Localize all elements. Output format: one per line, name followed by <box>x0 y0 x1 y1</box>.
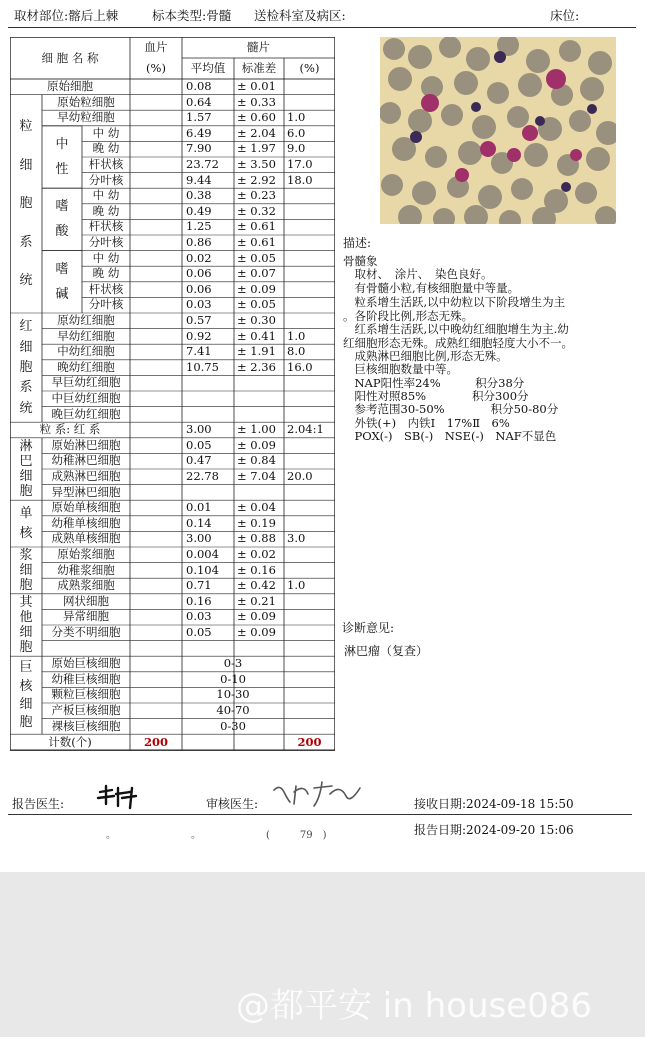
row-blood <box>130 609 182 625</box>
row-name: 异型淋巴细胞 <box>51 484 121 499</box>
description-line: 外铁(+) 内铁Ⅰ 17%Ⅱ 6% <box>343 416 510 430</box>
row-blood <box>130 453 182 469</box>
row-marrow <box>287 407 335 423</box>
row-marrow <box>287 375 335 391</box>
row-name: 网状细胞 <box>63 593 109 608</box>
header-sd: 标准差 <box>241 61 277 75</box>
report-date: 报告日期:2024-09-20 15:06 <box>414 823 574 837</box>
row-name: 原始单核细胞 <box>51 500 121 515</box>
row-name: 幼稚浆细胞 <box>57 562 115 577</box>
row-blood <box>130 126 182 142</box>
row-mean: 3.00 <box>186 422 212 437</box>
row-mean: 22.78 <box>186 469 219 483</box>
row-mean: 1.57 <box>186 110 212 125</box>
row-name: 晚 幼 <box>92 203 120 218</box>
row-name: 杆状核 <box>88 219 124 234</box>
row-blood <box>130 313 182 329</box>
group-monocyte: 单 核 <box>19 506 33 542</box>
row-sd: ± 0.23 <box>237 188 276 203</box>
row-sd: ± 0.07 <box>237 266 276 281</box>
row-blood <box>130 407 182 423</box>
row-sd: ± 2.92 <box>237 172 276 187</box>
row-marrow <box>287 204 335 220</box>
row-mean <box>186 485 234 501</box>
row-mean: 0.06 <box>186 281 212 296</box>
row-sd: ± 1.91 <box>237 344 276 359</box>
row-name: 晚 幼 <box>92 141 120 156</box>
reporter-signature <box>96 784 144 810</box>
row-blood <box>130 500 182 516</box>
row-mean: 7.41 <box>186 344 212 359</box>
row-name: 分叶核 <box>88 235 124 249</box>
row-marrow: 8.0 <box>287 344 306 359</box>
row-blood <box>130 266 182 282</box>
description-line: 有骨髓小粒,有核细胞量中等量。 <box>343 281 520 295</box>
description-line: 阳性对照85% 积分300分 <box>343 389 529 403</box>
row-blood <box>130 297 182 313</box>
row-name: 幼稚淋巴细胞 <box>51 453 121 468</box>
row-blood <box>130 329 182 345</box>
footer-divider <box>8 814 632 815</box>
row-name: 颗粒巨核细胞 <box>51 687 121 702</box>
row-mean: 0.49 <box>186 203 212 218</box>
row-mean: 0.004 <box>186 547 219 561</box>
row-blood <box>130 469 182 485</box>
row-name: 杆状核 <box>88 281 124 296</box>
row-name: 原始巨核细胞 <box>51 656 121 671</box>
group-other: 其 他 细 胞 <box>19 594 33 656</box>
row-name: 成熟浆细胞 <box>57 578 115 593</box>
row-blood <box>130 438 182 454</box>
row-sd: ± 0.16 <box>237 562 276 577</box>
description-line: 红系增生活跃,以中晚幼红细胞增生为主.幼 <box>343 322 569 336</box>
row-sd: ± 0.21 <box>237 593 276 608</box>
row-name: 早巨幼红细胞 <box>51 375 121 390</box>
row-sd: ± 0.61 <box>237 219 276 234</box>
row-mean: 0.05 <box>186 437 212 452</box>
row-marrow <box>287 453 335 469</box>
description-line: 参考范围30-50% 积分50-80分 <box>343 402 559 416</box>
row-blood <box>130 422 182 438</box>
row-marrow <box>287 594 335 610</box>
row-blood <box>130 110 182 126</box>
row-range: 40-70 <box>216 703 250 717</box>
row-marrow: 9.0 <box>287 141 306 156</box>
row-name: 原始粒细胞 <box>57 94 115 109</box>
row-name: 中 幼 <box>92 125 120 140</box>
row-marrow: 1.0 <box>287 110 306 125</box>
description-title: 描述: <box>343 236 372 250</box>
row-mean: 3.00 <box>186 531 212 546</box>
row-marrow <box>287 188 335 204</box>
group-erythroid: 红 细 胞 系 统 <box>19 319 33 416</box>
row-blood <box>130 344 182 360</box>
diagnosis-text: 淋巴瘤（复查） <box>344 644 429 658</box>
row-blood <box>130 578 182 594</box>
description-line: NAP阳性率24% 积分38分 <box>343 376 525 390</box>
header-marrow: 髓片 <box>247 40 270 54</box>
row-blood <box>130 79 182 95</box>
group-basophil: 嗜 碱 <box>55 261 69 302</box>
row-sd: ± 0.88 <box>237 531 276 546</box>
row-blood <box>130 625 182 641</box>
row-mean: 0.64 <box>186 94 212 109</box>
row-blood <box>130 188 182 204</box>
description-line: 红细胞形态无殊。成熟红细胞轻度大小不一。 <box>343 336 573 350</box>
header-divider <box>8 27 636 28</box>
row-mean: 1.25 <box>186 219 212 234</box>
description-line: 骨髓象 <box>343 254 378 268</box>
row-blood <box>130 95 182 111</box>
row-mean <box>186 641 234 657</box>
row-blood <box>130 360 182 376</box>
reviewer-label: 审核医生: <box>206 797 259 811</box>
row-blood <box>130 235 182 251</box>
row-blood <box>130 547 182 563</box>
row-marrow <box>287 500 335 516</box>
row-name: 幼稚单核细胞 <box>51 515 121 530</box>
row-mean: 0.47 <box>186 453 212 468</box>
row-range: 0-10 <box>220 671 246 686</box>
row-marrow <box>287 297 335 313</box>
row-marrow <box>287 79 335 95</box>
row-marrow <box>287 235 335 251</box>
row-mean: 0.05 <box>186 625 212 639</box>
row-name: 成熟淋巴细胞 <box>51 469 121 483</box>
row-name: 裸核巨核细胞 <box>51 718 121 733</box>
row-sd: ± 2.36 <box>237 359 276 374</box>
description-line: POX(-) SB(-) NSE(-) NAF不显色 <box>343 429 557 443</box>
row-marrow <box>287 282 335 298</box>
group-plasma: 浆 细 胞 <box>19 547 33 593</box>
row-blood <box>130 485 182 501</box>
row-sd: ± 0.09 <box>237 437 276 452</box>
row-mean: 9.44 <box>186 172 212 187</box>
row-mean: 0.71 <box>186 578 212 593</box>
row-blood <box>130 173 182 189</box>
row-blood <box>130 157 182 173</box>
row-mean: 10.75 <box>186 359 219 374</box>
row-sd: ± 0.42 <box>237 578 276 593</box>
row-marrow: 16.0 <box>287 359 313 374</box>
row-marrow: 18.0 <box>287 172 313 187</box>
row-marrow <box>287 609 335 625</box>
row-sd: ± 0.09 <box>237 281 276 296</box>
header-blood: 血片 <box>144 40 168 54</box>
row-blood <box>130 204 182 220</box>
row-name: 粒 系: 红 系 <box>39 422 101 437</box>
row-name: 原始淋巴细胞 <box>51 437 121 452</box>
row-name: 中 幼 <box>92 188 120 203</box>
group-neutrophil: 中 性 <box>55 136 69 178</box>
row-name: 晚 幼 <box>92 266 120 281</box>
row-blood <box>130 516 182 532</box>
row-blood <box>130 531 182 547</box>
row-blood <box>130 219 182 235</box>
row-marrow <box>287 547 335 563</box>
row-sd: ± 0.33 <box>237 94 276 109</box>
row-marrow: 20.0 <box>287 469 313 483</box>
row-marrow: 6.0 <box>287 125 306 140</box>
row-name: 产板巨核细胞 <box>51 703 121 717</box>
count-label: 计数(个) <box>48 735 92 750</box>
row-sd <box>237 375 284 391</box>
row-marrow <box>287 625 335 641</box>
row-mean: 0.06 <box>186 266 212 281</box>
row-sd: ± 0.05 <box>237 297 276 312</box>
row-marrow <box>287 563 335 579</box>
row-name: 中巨幼红细胞 <box>51 391 121 405</box>
reporter-label: 报告医生: <box>12 797 65 811</box>
row-sd: ± 0.30 <box>237 313 276 327</box>
page-marks: 。 。 ( 79 ) <box>106 830 327 841</box>
row-sd <box>237 485 284 501</box>
row-mean <box>186 375 234 391</box>
row-name: 晚幼红细胞 <box>57 359 115 374</box>
row-range: 0-30 <box>220 718 246 733</box>
row-blood <box>130 251 182 267</box>
row-sd: ± 0.84 <box>237 453 276 468</box>
bed-number: 床位: <box>550 8 580 23</box>
group-lymphocyte: 淋 巴 细 胞 <box>19 438 33 500</box>
row-mean: 0.104 <box>186 562 219 577</box>
row-sd: ± 0.19 <box>237 515 276 530</box>
row-name: 中 幼 <box>92 250 120 265</box>
row-blood <box>130 282 182 298</box>
row-sd: ± 0.09 <box>237 625 276 639</box>
header-blood-pct: (%) <box>146 61 166 75</box>
header-mean: 平均值 <box>190 61 226 75</box>
row-mean: 0.38 <box>186 188 212 203</box>
row-mean: 0.14 <box>186 515 212 530</box>
group-megakaryocyte: 巨 核 细 胞 <box>19 660 33 730</box>
row-mean: 0.03 <box>186 297 212 312</box>
row-name: 杆状核 <box>88 157 124 171</box>
group-granulocyte: 粒 细 胞 系 统 <box>19 119 33 289</box>
row-marrow <box>287 438 335 454</box>
row-marrow: 1.0 <box>287 578 306 593</box>
row-sd: ± 3.50 <box>237 157 276 171</box>
row-mean: 0.86 <box>186 235 212 249</box>
row-marrow <box>287 95 335 111</box>
sample-type: 标本类型:骨髓 <box>152 8 232 23</box>
row-mean: 6.49 <box>186 125 212 140</box>
row-sd <box>237 391 284 407</box>
sample-site: 取材部位:髂后上棘 <box>14 8 119 23</box>
row-marrow <box>287 251 335 267</box>
row-name: 分类不明细胞 <box>51 625 121 639</box>
row-marrow <box>287 219 335 235</box>
row-marrow <box>287 266 335 282</box>
submitting-dept: 送检科室及病区: <box>254 8 346 23</box>
row-sd: ± 0.32 <box>237 203 276 218</box>
receive-date: 接收日期:2024-09-18 15:50 <box>414 797 574 811</box>
row-name: 原始细胞 <box>47 79 93 93</box>
marrow-smear-photo <box>380 37 616 224</box>
row-blood <box>130 141 182 157</box>
row-sd: ± 0.60 <box>237 110 276 125</box>
row-name: 成熟单核细胞 <box>51 531 121 546</box>
row-mean: 0.57 <box>186 313 212 327</box>
row-name: 原幼红细胞 <box>57 313 115 327</box>
description-line: 巨核细胞数量中等。 <box>343 362 458 376</box>
row-mean <box>186 391 234 407</box>
row-sd: ± 2.04 <box>237 125 276 140</box>
row-sd: ± 0.09 <box>237 609 276 624</box>
row-mean: 0.92 <box>186 328 212 343</box>
row-blood <box>130 594 182 610</box>
row-name: 分叶核 <box>88 297 124 312</box>
row-marrow <box>287 485 335 501</box>
row-blood <box>130 563 182 579</box>
group-eosinophil: 嗜 酸 <box>55 199 69 240</box>
description-line: 取材、 涂片、 染色良好。 <box>343 267 493 281</box>
row-range: 0-3 <box>223 656 243 671</box>
watermark: @都平安 in house086 <box>236 986 593 1026</box>
row-mean: 0.01 <box>186 500 212 515</box>
reviewer-signature <box>270 780 366 808</box>
row-blood <box>130 641 182 657</box>
row-sd: ± 0.02 <box>237 547 276 561</box>
header-marrow-pct: (%) <box>299 61 320 75</box>
row-marrow <box>287 641 335 657</box>
row-name <box>42 641 130 657</box>
row-name: 幼稚巨核细胞 <box>51 671 121 686</box>
row-mean: 7.90 <box>186 141 212 156</box>
description-line: 。各阶段比例,形态无殊。 <box>343 309 474 323</box>
count-blood: 200 <box>143 735 168 750</box>
row-name: 晚巨幼红细胞 <box>51 406 121 421</box>
row-range: 10-30 <box>216 687 250 702</box>
row-name: 分叶核 <box>88 172 124 187</box>
row-marrow: 17.0 <box>287 157 313 171</box>
row-mean: 0.02 <box>186 250 212 265</box>
row-sd <box>237 641 284 657</box>
row-marrow: 1.0 <box>287 328 306 343</box>
row-blood <box>130 375 182 391</box>
row-sd: ± 7.04 <box>237 469 276 483</box>
row-name: 原始浆细胞 <box>57 547 115 561</box>
description-line: 粒系增生活跃,以中幼粒以下阶段增生为主 <box>343 295 566 309</box>
row-sd <box>237 407 284 423</box>
row-sd: ± 1.97 <box>237 141 276 156</box>
row-sd: ± 0.61 <box>237 235 276 249</box>
row-sd: ± 0.04 <box>237 500 276 515</box>
row-mean: 0.16 <box>186 593 212 608</box>
row-sd: ± 0.41 <box>237 328 276 343</box>
row-marrow <box>287 313 335 329</box>
row-name: 中幼红细胞 <box>57 344 115 359</box>
row-mean <box>186 407 234 423</box>
row-name: 早幼粒细胞 <box>57 110 115 125</box>
row-name: 早幼红细胞 <box>57 328 115 343</box>
row-mean: 23.72 <box>186 157 219 171</box>
diagnosis-title: 诊断意见: <box>342 621 395 635</box>
row-marrow: 3.0 <box>287 531 306 546</box>
row-sd: ± 0.01 <box>237 79 276 93</box>
count-marrow: 200 <box>297 735 322 750</box>
row-sd: ± 0.05 <box>237 250 276 265</box>
header-cell-name: 细 胞 名 称 <box>41 51 99 65</box>
description-line: 成熟淋巴细胞比例,形态无殊。 <box>343 349 508 363</box>
row-marrow: 2.04:1 <box>287 422 324 437</box>
row-name: 异常细胞 <box>63 609 109 624</box>
row-marrow <box>287 516 335 532</box>
row-mean: 0.08 <box>186 79 212 93</box>
row-blood <box>130 391 182 407</box>
row-marrow <box>287 391 335 407</box>
row-sd: ± 1.00 <box>237 422 276 437</box>
row-mean: 0.03 <box>186 609 212 624</box>
